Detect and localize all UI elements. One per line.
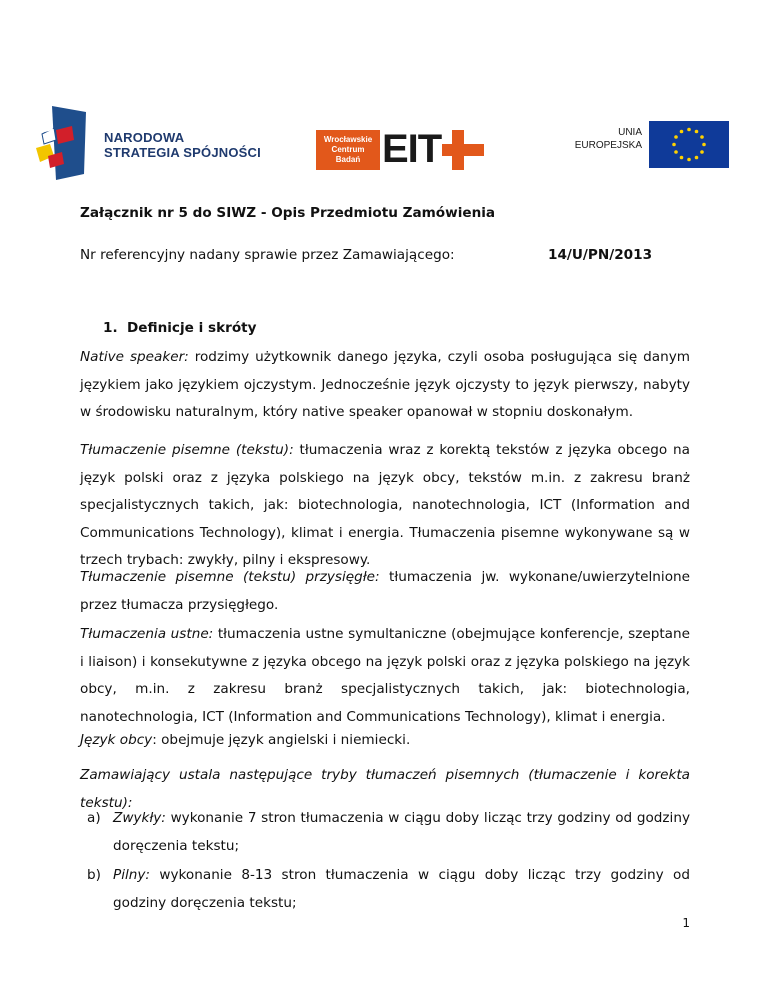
definition-term: Język obcy — [80, 732, 153, 748]
definition-sworn-translation — [80, 564, 690, 619]
eu-star-icon — [674, 150, 678, 154]
eu-star-icon — [702, 143, 706, 147]
list-item — [87, 805, 690, 860]
nss-logo-line1: NARODOWA — [104, 130, 185, 145]
eit-plus-icon — [442, 130, 486, 170]
list-text: wykonanie 7 stron tłumaczenia w ciągu doby licząc trzy godziny od godziny doręczenia tekstu; — [113, 810, 690, 854]
definition-written-translation — [80, 437, 690, 575]
eu-star-icon — [695, 130, 699, 134]
eu-logo-line2: EUROPEJSKA — [574, 140, 642, 151]
eu-logo-text — [560, 126, 642, 152]
list-item — [87, 862, 690, 917]
definition-text: : obejmuje język angielski i niemiecki. — [152, 732, 411, 748]
definition-text: tłumaczenia jw. wykonane/uwierzytelnione przez tłumacza przysięgłego. — [80, 569, 690, 613]
eit-box-line1: Wrocławskie — [323, 135, 373, 144]
eu-star-icon — [680, 156, 684, 160]
page-number: 1 — [682, 916, 690, 930]
eit-box-line2: Centrum — [331, 145, 365, 154]
document-title: Załącznik nr 5 do SIWZ - Opis Przedmiotu Zamówienia — [80, 205, 496, 221]
eu-star-icon — [700, 135, 704, 139]
modes-intro-text: Zamawiający ustala następujące tryby tłumaczeń pisemnych (tłumaczenie i korekta tekstu): — [80, 767, 690, 811]
nss-logo — [34, 104, 264, 184]
definition-oral-translation — [80, 621, 690, 731]
section-heading — [103, 320, 257, 336]
eit-logo — [316, 127, 486, 171]
nss-logo-line2: STRATEGIA SPÓJNOŚCI — [104, 145, 261, 160]
list-text: wykonanie 8-13 stron tłumaczenia w ciągu doby licząc trzy godziny od godziny doręczenia tekstu; — [113, 867, 690, 911]
eu-star-icon — [700, 150, 704, 154]
eit-box-line3: Badań — [335, 155, 361, 164]
definition-text: tłumaczenia ustne symultaniczne (obejmujące konferencje, szeptane i liaison) i konsekutywne z języka obcego na język polski oraz z języka polskiego na język obcy, m.in. z zakresu branż specjalistycznych takich, jak: biotechnologia, nanotechnologia, ICT (Information and Communications Technology), klimat i energia. — [80, 626, 690, 725]
eu-star-icon — [687, 128, 691, 132]
eu-star-icon — [687, 158, 691, 162]
section-number: 1. — [103, 320, 118, 336]
list-marker: b) — [87, 867, 101, 883]
section-title: Definicje i skróty — [127, 320, 257, 336]
eu-star-icon — [695, 156, 699, 160]
definition-text: rodzimy użytkownik danego języka, czyli osoba posługująca się danym językiem jako językiem ojczystym. Jednocześnie język ojczysty to język pierwszy, nabyty w środowisku naturalnym, który native speaker opanował w stopniu doskonałym. — [80, 349, 690, 420]
eu-star-icon — [680, 130, 684, 134]
eu-star-icon — [672, 143, 676, 147]
list-term: Zwykły: — [113, 810, 166, 826]
reference-label: Nr referencyjny nadany sprawie przez Zamawiającego: — [80, 247, 455, 263]
definition-term: Native speaker: — [80, 349, 189, 365]
eit-logo-box — [316, 130, 380, 170]
eu-star-icon — [674, 135, 678, 139]
definition-text: tłumaczenia wraz z korektą tekstów z języka obcego na język polski oraz z języka polskiego na język obcy, tekstów m.in. z zakresu branż specjalistycznych takich, jak: biotechnologia, nanotechnologia, ICT (Information and Communications Technology), klimat i energia. Tłumaczenia pisemne wykonywane są w trzech trybach: zwykły, pilny i ekspresowy. — [80, 442, 690, 568]
definition-native-speaker — [80, 344, 690, 427]
definition-term: Tłumaczenie pisemne (tekstu): — [80, 442, 294, 458]
eu-logo-line1: UNIA — [618, 127, 642, 138]
list-term: Pilny: — [113, 867, 150, 883]
eit-logo-word: EIT — [382, 127, 442, 171]
eu-flag-icon — [649, 121, 729, 168]
definition-term: Tłumaczenia ustne: — [80, 626, 214, 642]
reference-number: 14/U/PN/2013 — [548, 247, 653, 263]
definition-term: Tłumaczenie pisemne (tekstu) przysięgłe: — [80, 569, 380, 585]
definition-foreign-language — [80, 727, 690, 755]
nss-emblem-icon — [34, 104, 100, 184]
list-marker: a) — [87, 810, 101, 826]
